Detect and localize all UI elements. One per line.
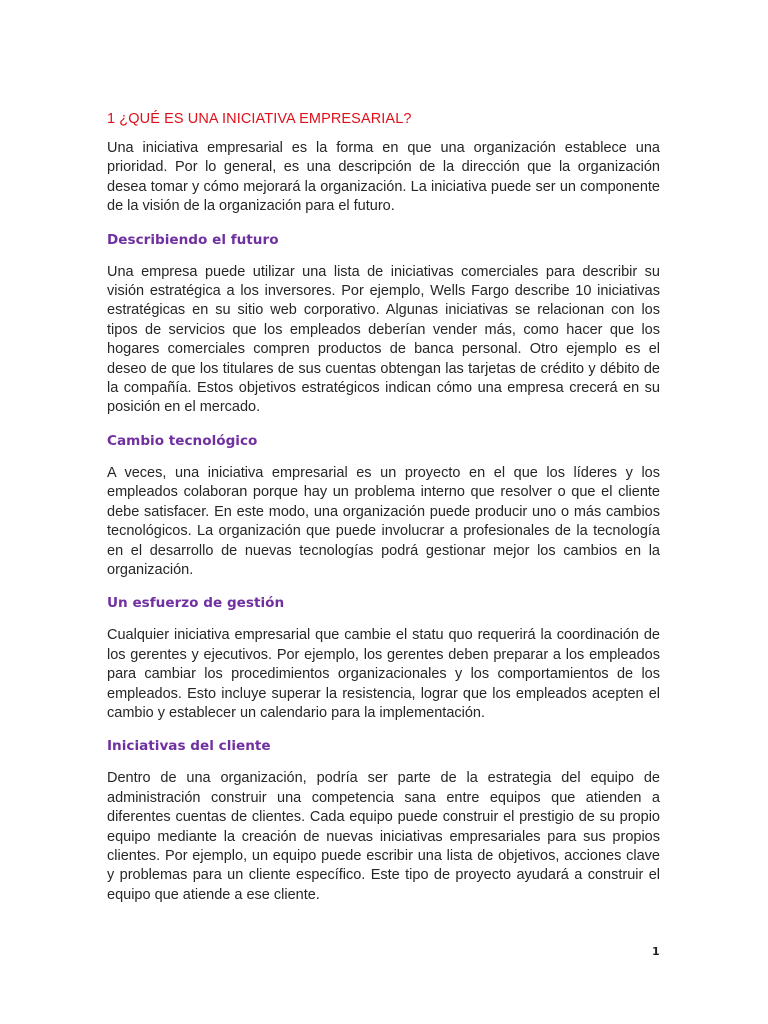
section-paragraph-client: Dentro de una organización, podría ser parte de la estrategia del equipo de administración construir una competencia sana entre equipos que atienden a diferentes cuentas de clientes. Cada equipo puede construir el prestigio de su propio equipo mediante la creación de nuevas iniciativas empresariales para sus propios clientes. Por ejemplo, un equipo puede escribir una lista de objetivos, acciones clave y problemas para un cliente específico. Este tipo de proyecto ayudará a construir el equipo que atiende a ese cliente. [107,770,660,903]
section-heading-technology: Cambio tecnológico [107,432,258,449]
section-paragraph-technology: A veces, una iniciativa empresarial es un proyecto en el que los líderes y los empleados colaboran porque hay un problema interno que resolver o que el cliente debe satisfacer. En este modo, una organización puede producir uno o más cambios tecnológicos. La organización que puede involucrar a profesionales de la tecnología en el desarrollo de nuevas tecnologías podrá gestionar mejor los cambios en la organización. [107,464,660,578]
document-content [107,110,660,905]
page-title: 1 ¿QUÉ ES UNA INICIATIVA EMPRESARIAL? [107,111,412,127]
section-paragraph-management: Cualquier iniciativa empresarial que cambie el statu quo requerirá la coordinación de los gerentes y ejecutivos. Por ejemplo, los gerentes deben preparar a los empleados para cambiar los procedimientos organizacionales y los comportamientos de los empleados. Esto incluye superar la resistencia, lograr que los empleados acepten el cambio y establecer un calendario para la implementación. [107,627,660,721]
section-heading-future: Describiendo el futuro [107,231,279,248]
intro-paragraph: Una iniciativa empresarial es la forma en que una organización establece una prioridad. Por lo general, es una descripción de la dirección que la organización desea tomar y cómo mejorará la organización. La iniciativa puede ser un componente de la visión de la organización para el futuro. [107,140,660,215]
page-number: 1 [652,945,660,958]
section-paragraph-future: Una empresa puede utilizar una lista de iniciativas comerciales para describir su visión estratégica a los inversores. Por ejemplo, Wells Fargo describe 10 iniciativas estratégicas en su sitio web corporativo. Algunas iniciativas se relacionan con los tipos de servicios que los empleados deberían vender más, como hacer que los hogares comerciales compren productos de banca personal. Otro ejemplo es el deseo de que los titulares de sus cuentas obtengan las tarjetas de crédito y débito de la compañía. Estos objetivos estratégicos indican cómo una empresa crecerá en su posición en el mercado. [107,263,660,416]
section-heading-management: Un esfuerzo de gestión [107,595,285,612]
section-heading-client: Iniciativas del cliente [107,738,271,755]
